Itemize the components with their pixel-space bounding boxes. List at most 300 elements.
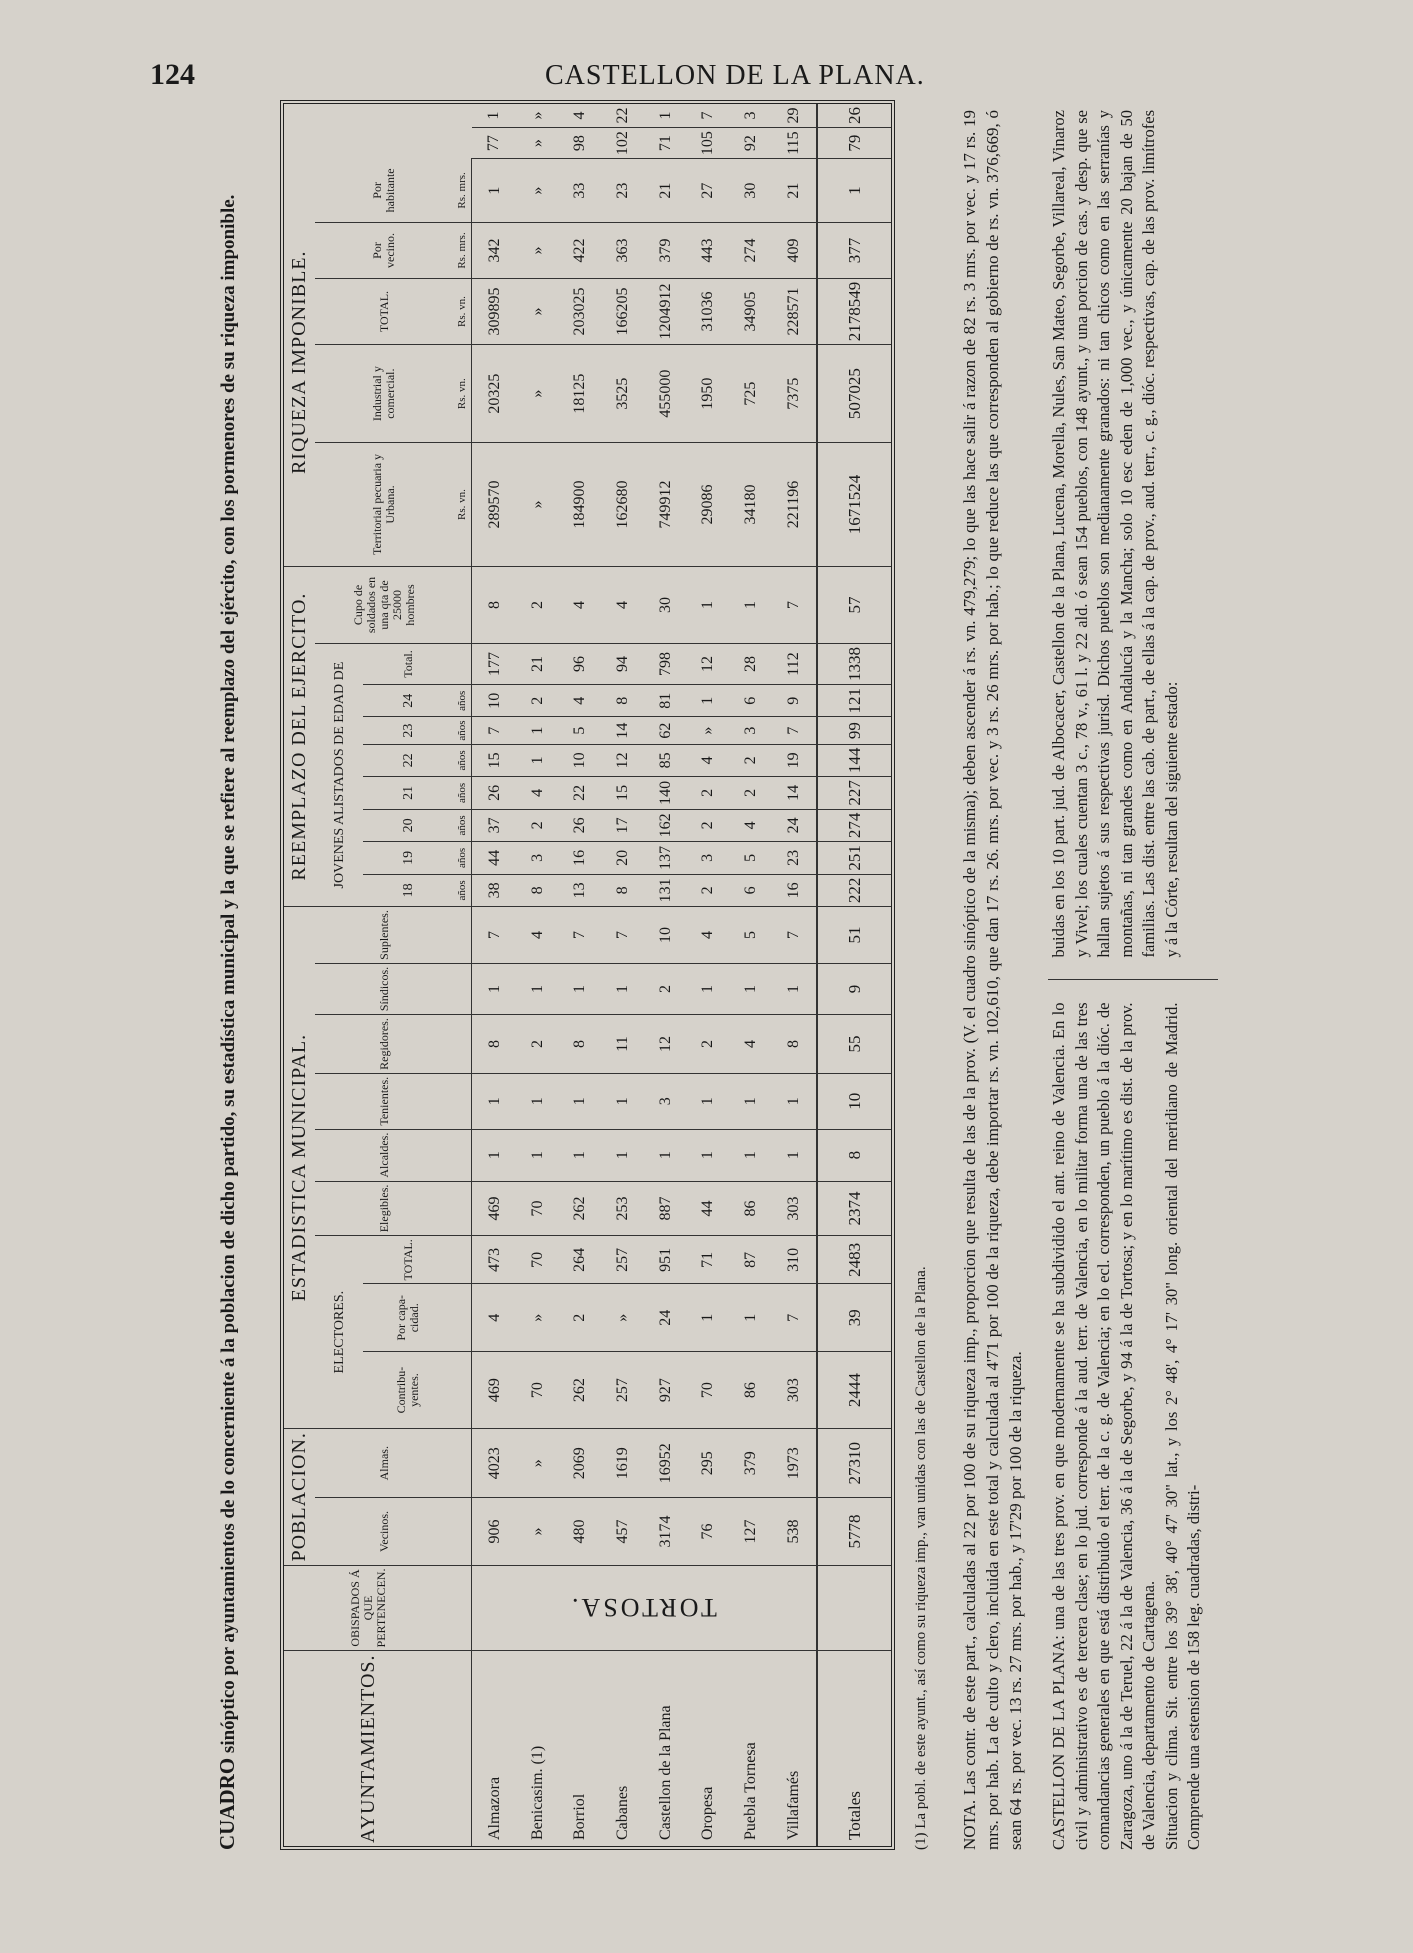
table-cell: 1: [516, 1129, 559, 1181]
table-cell: 162: [644, 809, 687, 842]
table-cell: 2: [516, 809, 559, 842]
table-cell: 24: [772, 809, 817, 842]
table-cell: 98: [559, 128, 602, 159]
col-age-21: 21: [363, 777, 453, 810]
table-cell: 1: [729, 566, 772, 643]
table-cell: 13: [559, 874, 602, 907]
table-cell: 16952: [644, 1429, 687, 1498]
table-cell: 2374: [817, 1181, 891, 1236]
units-blank: [453, 643, 472, 684]
table-cell: 79: [817, 128, 891, 159]
obispado-cell: [472, 1565, 817, 1651]
units-row: [453, 104, 472, 1846]
table-cell: 20: [601, 842, 644, 875]
table-cell: 87: [729, 1236, 772, 1284]
table-cell: 127: [729, 1498, 772, 1565]
units-anos: años: [453, 809, 472, 842]
table-cell: 469: [472, 1352, 516, 1429]
table-cell: 17: [601, 809, 644, 842]
units-blank: [453, 1284, 472, 1352]
table-cell: 2178549: [817, 278, 891, 345]
table-cell: 12: [686, 643, 729, 684]
table-cell: 262: [559, 1352, 602, 1429]
table-cell: 99: [817, 717, 891, 744]
table-cell: 33: [559, 159, 602, 223]
col-industrial: Industrial y comercial.: [315, 345, 453, 443]
table-cell: 2: [686, 1015, 729, 1074]
table-cell: 8: [601, 684, 644, 717]
table-cell: 102: [601, 128, 644, 159]
col-suplentes: Suplentes.: [315, 907, 453, 964]
table-cell: 363: [601, 223, 644, 279]
table-cell: 1: [472, 1073, 516, 1129]
table-cell: 184900: [559, 443, 602, 567]
units-blank: [453, 1236, 472, 1284]
situacion-paragraph: Situacion y clima. Sit. entre los 39° 38', 40° 47' 30" lat., y los 2° 48', 4° 17' 30" long. oriental del meridiano de Madrid. Comprende una estension de 158 leg. cuadradas, distri-: [1161, 1002, 1203, 1850]
table-cell: »: [516, 1429, 559, 1498]
table-cell: 2: [729, 744, 772, 777]
table-cell: 30: [644, 566, 687, 643]
table-cell: 51: [817, 907, 891, 964]
table-cell: 1619: [601, 1429, 644, 1498]
table-cell: 12: [644, 1015, 687, 1074]
table-cell: 5: [729, 907, 772, 964]
table-cell: 7: [772, 907, 817, 964]
table-cell: 2: [559, 1284, 602, 1352]
col-ayuntamientos: AYUNTAMIENTOS.: [357, 1654, 380, 1843]
table-cell: 253: [601, 1181, 644, 1236]
table-cell: 3525: [601, 345, 644, 443]
units-blank: [453, 1429, 472, 1498]
table-cell: 86: [729, 1352, 772, 1429]
table-cell: 44: [686, 1181, 729, 1236]
table-cell: 538: [772, 1498, 817, 1565]
col-almas: Almas.: [315, 1429, 453, 1498]
table-cell: 22: [601, 104, 644, 128]
col-alcaldes: Alcaldes.: [315, 1129, 453, 1181]
table-cell: 4: [559, 684, 602, 717]
table-cell: 422: [559, 223, 602, 279]
table-cell: 3: [729, 104, 772, 128]
table-cell: 264: [559, 1236, 602, 1284]
col-territorial: Territorial pecuaria y Urbana.: [315, 443, 453, 567]
table-cell: 1: [601, 1129, 644, 1181]
table-cell: 4: [601, 566, 644, 643]
table-cell: 480: [559, 1498, 602, 1565]
table-cell: 38: [472, 874, 516, 907]
col-obispados: OBISPADOS Á QUE PERTENECEN.: [284, 1565, 453, 1651]
units-rs-mrs: Rs. mrs.: [453, 159, 472, 223]
table-cell: 274: [817, 809, 891, 842]
table-cell: 289570: [472, 443, 516, 567]
table-cell: 131: [644, 874, 687, 907]
table-cell: 227: [817, 777, 891, 810]
col-age-24: 24: [363, 684, 453, 717]
table-cell: 1: [686, 963, 729, 1014]
table-cell: 94: [601, 643, 644, 684]
table-cell: 2: [686, 777, 729, 810]
units-blank: [453, 1181, 472, 1236]
table-cell: 27: [686, 159, 729, 223]
synoptic-table: [280, 100, 895, 1850]
table-cell: 77: [472, 128, 516, 159]
table-cell: »: [516, 345, 559, 443]
table-cell: 2: [686, 809, 729, 842]
col-riqueza-total: TOTAL.: [315, 278, 453, 345]
table-cell: 4: [559, 104, 602, 128]
table-cell: 1671524: [817, 443, 891, 567]
table-cell: 71: [686, 1236, 729, 1284]
table-cell: 96: [559, 643, 602, 684]
table-cell: 2444: [817, 1352, 891, 1429]
table-cell: 1: [772, 1073, 817, 1129]
ayuntamiento-name: Oropesa: [699, 1786, 717, 1840]
units-blank: [453, 1498, 472, 1565]
ayuntamiento-name: Almazora: [485, 1776, 503, 1840]
table-cell: 70: [516, 1181, 559, 1236]
table-cell: 8: [601, 874, 644, 907]
col-age-22: 22: [363, 744, 453, 777]
table-cell: 1: [686, 1073, 729, 1129]
table-cell: »: [686, 717, 729, 744]
table-cell: 18125: [559, 345, 602, 443]
table-cell: 10: [817, 1073, 891, 1129]
table-cell: 342: [472, 223, 516, 279]
table-cell: 7: [559, 907, 602, 964]
table-cell: 1: [601, 963, 644, 1014]
table-cell: 8: [817, 1129, 891, 1181]
col-age-19: 19: [363, 842, 453, 875]
table-cell: 4: [686, 907, 729, 964]
col-sindicos: Síndicos.: [315, 963, 453, 1014]
table-cell: 303: [772, 1181, 817, 1236]
caption-lead: CUADRO: [215, 1757, 239, 1850]
table-cell: 8: [472, 1015, 516, 1074]
table-cell: 927: [644, 1352, 687, 1429]
table-cell: 1: [516, 717, 559, 744]
table-cell: 7: [772, 566, 817, 643]
units-ayuntamientos: [453, 1651, 472, 1846]
table-cell: 2069: [559, 1429, 602, 1498]
units-blank: [453, 1073, 472, 1129]
table-cell: 44: [472, 842, 516, 875]
col-contribuyentes: Contribu-yentes.: [363, 1352, 453, 1429]
table-cell: 8: [472, 566, 516, 643]
table-cell: 115: [772, 128, 817, 159]
table-cell: 379: [729, 1429, 772, 1498]
table-cell: 137: [644, 842, 687, 875]
table-cell: 222: [817, 874, 891, 907]
table-cell: 26: [472, 777, 516, 810]
ayuntamiento-name: Borriol: [571, 1793, 589, 1840]
table-cell: 2: [516, 566, 559, 643]
group-riqueza: RIQUEZA IMPONIBLE.: [284, 159, 315, 567]
units-blank: [453, 1352, 472, 1429]
group-electores: ELECTORES.: [315, 1236, 363, 1429]
table-cell: 3: [729, 717, 772, 744]
table-cell: 1: [644, 1129, 687, 1181]
table-cell: 309895: [472, 278, 516, 345]
table-cell: 4: [559, 566, 602, 643]
table-cell: 8: [772, 1015, 817, 1074]
group-poblacion: POBLACION.: [284, 1429, 315, 1565]
table-cell: 203025: [559, 278, 602, 345]
table-cell: 257: [601, 1352, 644, 1429]
table-cell: 1: [817, 159, 891, 223]
table-cell: 457: [601, 1498, 644, 1565]
table-row: [472, 104, 516, 1846]
units-blank: [453, 566, 472, 643]
table-cell: 34905: [729, 278, 772, 345]
units-anos: años: [453, 684, 472, 717]
table-cell: 274: [729, 223, 772, 279]
table-cell: 7: [601, 907, 644, 964]
table-cell: 310: [772, 1236, 817, 1284]
table-cell: 4: [516, 777, 559, 810]
table-cell: 1: [516, 1073, 559, 1129]
table-cell: »: [516, 278, 559, 345]
table-cell: 303: [772, 1352, 817, 1429]
table-cell: 29086: [686, 443, 729, 567]
table-cell: »: [516, 443, 559, 567]
table-cell: 26: [817, 104, 891, 128]
table-cell: 85: [644, 744, 687, 777]
table-cell: 62: [644, 717, 687, 744]
table-cell: 70: [516, 1236, 559, 1284]
table-cell: »: [516, 1284, 559, 1352]
col-elegibles: Elegibles.: [315, 1181, 453, 1236]
table-cell: 257: [601, 1236, 644, 1284]
ayuntamiento-name: Villafamés: [785, 1770, 803, 1840]
table-cell: 7375: [772, 345, 817, 443]
table-caption: [215, 110, 241, 1850]
units-blank: [453, 1129, 472, 1181]
table-cell: 473: [472, 1236, 516, 1284]
table-cell: 3174: [644, 1498, 687, 1565]
table-cell: »: [516, 223, 559, 279]
group-reemplazo: REEMPLAZO DEL EJERCITO.: [284, 566, 315, 906]
units-anos: años: [453, 874, 472, 907]
text-column-left: [1048, 1003, 1218, 1851]
table-cell: »: [516, 159, 559, 223]
table-cell: 15: [601, 777, 644, 810]
table-cell: 1: [686, 1284, 729, 1352]
table-cell: 1: [559, 1129, 602, 1181]
table-cell: 455000: [644, 345, 687, 443]
table-cell: 76: [686, 1498, 729, 1565]
table-cell: 3: [686, 842, 729, 875]
units-blank: [453, 1015, 472, 1074]
table-cell: 112: [772, 643, 817, 684]
table-cell: 26: [559, 809, 602, 842]
table-cell: 1: [472, 963, 516, 1014]
col-age-18: 18: [363, 874, 453, 907]
text-column-right: buidas en los 10 part. jud. de Albocacer, Castellon de la Plana, Lucena, Morella, Nules, San Mateo, Segorbe, Villareal, Vinaroz y Vivel; los cuales cuentan 3 c., 78 v., 61 l. y 22 ald. ó sean 154 pueblos, con 148 ayunt., y una porcion de cas. y desp. que se hallan sujetos á sus respectivas jurisd. Dichos pueblos son medianamente granados: ni tan chicos como en las serranías y montañas, ni tan grandes como en Andalucía y la Mancha; solo 10 esc eden de 1,000 vec., y únicamente 20 bajan de 50 familias. Las dist. entre las cab. de part., de ellas á la cap. de prov., aud. terr., c. g., dióc. respectivas, cap. de las prov. limítrofes y á la Córte, resultan del siguiente estado:: [1049, 110, 1181, 958]
table-cell: 251: [817, 842, 891, 875]
table-cell: 798: [644, 643, 687, 684]
table-cell: 14: [601, 717, 644, 744]
obispado-value: TORTOSA.: [568, 1593, 717, 1623]
table-cell: 16: [559, 842, 602, 875]
table-cell: 37: [472, 809, 516, 842]
table-cell: 24: [644, 1284, 687, 1352]
table-cell: 166205: [601, 278, 644, 345]
units-anos: años: [453, 744, 472, 777]
table-cell: 2: [644, 963, 687, 1014]
table-cell: 8: [559, 1015, 602, 1074]
table-cell: 7: [686, 104, 729, 128]
table-cell: 55: [817, 1015, 891, 1074]
table-cell: 1: [559, 1073, 602, 1129]
table-cell: 295: [686, 1429, 729, 1498]
table-cell: 6: [729, 684, 772, 717]
table-cell: 725: [729, 345, 772, 443]
units-rs-vn: Rs. vn.: [453, 443, 472, 567]
table-cell: 21: [644, 159, 687, 223]
col-tenientes: Tenientes.: [315, 1073, 453, 1129]
ayuntamiento-name: Castellon de la Plana: [656, 1705, 674, 1840]
units-blank: [453, 907, 472, 964]
table-cell: 86: [729, 1181, 772, 1236]
table-cell: 70: [516, 1352, 559, 1429]
table-cell: 57: [817, 566, 891, 643]
table-cell: 1: [472, 159, 516, 223]
table-cell: 12: [601, 744, 644, 777]
table-cell: 749912: [644, 443, 687, 567]
table-cell: »: [601, 1284, 644, 1352]
table-cell: 469: [472, 1181, 516, 1236]
table-cell: 14: [772, 777, 817, 810]
table-cell: 162680: [601, 443, 644, 567]
col-electores-total: TOTAL.: [363, 1236, 453, 1284]
table-cell: 5: [729, 842, 772, 875]
text-columns: [1048, 110, 1218, 1850]
table-cell: 1: [729, 963, 772, 1014]
table-cell: 23: [601, 159, 644, 223]
table-cell: 16: [772, 874, 817, 907]
obispado-cell: [817, 1565, 891, 1651]
ayuntamiento-name: Benicasim. (1): [528, 1745, 546, 1840]
table-cell: 906: [472, 1498, 516, 1565]
col-capacidad: Por capa-cidad.: [363, 1284, 453, 1352]
table-cell: 1: [772, 1129, 817, 1181]
table-cell: 5: [559, 717, 602, 744]
table-cell: 1: [729, 1129, 772, 1181]
table-cell: 951: [644, 1236, 687, 1284]
table-cell: 34180: [729, 443, 772, 567]
units-anos: años: [453, 777, 472, 810]
table-cell: 1973: [772, 1429, 817, 1498]
table-cell: »: [516, 1498, 559, 1565]
table-cell: 19: [772, 744, 817, 777]
table-cell: 5778: [817, 1498, 891, 1565]
units-rs-vn: Rs. vn.: [453, 345, 472, 443]
table-cell: 9: [817, 963, 891, 1014]
table-cell: 1: [729, 1073, 772, 1129]
column-rule: [1048, 980, 1218, 981]
table-cell: 228571: [772, 278, 817, 345]
table-cell: 3: [516, 842, 559, 875]
units-blank: [453, 963, 472, 1014]
table-cell: 409: [772, 223, 817, 279]
table-cell: 4: [516, 907, 559, 964]
running-title: CASTELLON DE LA PLANA.: [545, 60, 925, 91]
col-age-20: 20: [363, 809, 453, 842]
table-cell: 1: [644, 104, 687, 128]
table-cell: 6: [729, 874, 772, 907]
footnote: (1) La pobl. de este ayunt., así como su riqueza imp., van unidas con las de Castellon de la Plana.: [913, 1266, 929, 1850]
table-cell: 7: [472, 717, 516, 744]
col-age-23: 23: [363, 717, 453, 744]
table-cell: 144: [817, 744, 891, 777]
rotated-content: [215, 90, 1218, 1850]
table-cell: 1: [516, 963, 559, 1014]
table-cell: 70: [686, 1352, 729, 1429]
page-number: 124: [150, 58, 195, 91]
table-cell: 2483: [817, 1236, 891, 1284]
table-cell: 10: [644, 907, 687, 964]
table-cell: 81: [644, 684, 687, 717]
castellon-description: CASTELLON DE LA PLANA: una de las tres prov. en que modernamente se ha subdividido el ant. reino de Valencia. En lo civil y administrativo es de tercera clase; en lo jud. corresponde á la aud. terr. de Valencia, en lo militar forma una de las tres comandancias generales en que está distribuido el terr. de la c. g. de Valencia; en lo ecl. corresponden, un pueblo á la dióc. de Zaragoza, uno á la de Teruel, 22 á la de Valencia, 36 á la de Segorbe, y 94 á la de Tortosa; y en lo marítimo es dist. de la prov. de Valencia, departamento de Cartagena.: [1049, 1002, 1158, 1850]
table-cell: 105: [686, 128, 729, 159]
col-cupo: Cupo de soldados en una qta de 25000 hombres: [315, 566, 453, 643]
table-cell: 11: [601, 1015, 644, 1074]
table-cell: 27310: [817, 1429, 891, 1498]
table-cell: 1: [686, 566, 729, 643]
table-cell: 7: [772, 717, 817, 744]
table-cell: »: [516, 104, 559, 128]
table-cell: 22: [559, 777, 602, 810]
table-cell: 262: [559, 1181, 602, 1236]
table-cell: 4: [729, 1015, 772, 1074]
table-cell: 887: [644, 1181, 687, 1236]
table-cell: 221196: [772, 443, 817, 567]
totals-row: [817, 104, 891, 1846]
units-rs-vn: Rs. vn.: [453, 278, 472, 345]
col-regidores: Regidores.: [315, 1015, 453, 1074]
table-cell: 377: [817, 223, 891, 279]
col-jovenes-total: Total.: [363, 643, 453, 684]
col-vecinos: Vecinos.: [315, 1498, 453, 1565]
table-cell: 23: [772, 842, 817, 875]
table-cell: 39: [817, 1284, 891, 1352]
table-cell: 10: [559, 744, 602, 777]
table-cell: 92: [729, 128, 772, 159]
table-cell: 4: [686, 744, 729, 777]
table-cell: 1: [729, 1284, 772, 1352]
table-cell: »: [516, 128, 559, 159]
col-por-vecino: Por vecino.: [315, 223, 453, 279]
table-cell: 2: [729, 777, 772, 810]
table-cell: 3: [644, 1073, 687, 1129]
table-cell: 177: [472, 643, 516, 684]
table-cell: 1: [686, 1129, 729, 1181]
table-cell: 4: [729, 809, 772, 842]
table-cell: 443: [686, 223, 729, 279]
table-cell: 1: [516, 744, 559, 777]
table-cell: 2: [516, 684, 559, 717]
table-cell: 21: [516, 643, 559, 684]
units-anos: años: [453, 842, 472, 875]
col-por-habitante: Por habitante: [315, 159, 453, 223]
table-cell: 15: [472, 744, 516, 777]
table-cell: 71: [644, 128, 687, 159]
table-cell: 7: [772, 1284, 817, 1352]
table-cell: 1204912: [644, 278, 687, 345]
table-cell: 1: [772, 963, 817, 1014]
units-anos: años: [453, 717, 472, 744]
table-cell: 1: [472, 104, 516, 128]
